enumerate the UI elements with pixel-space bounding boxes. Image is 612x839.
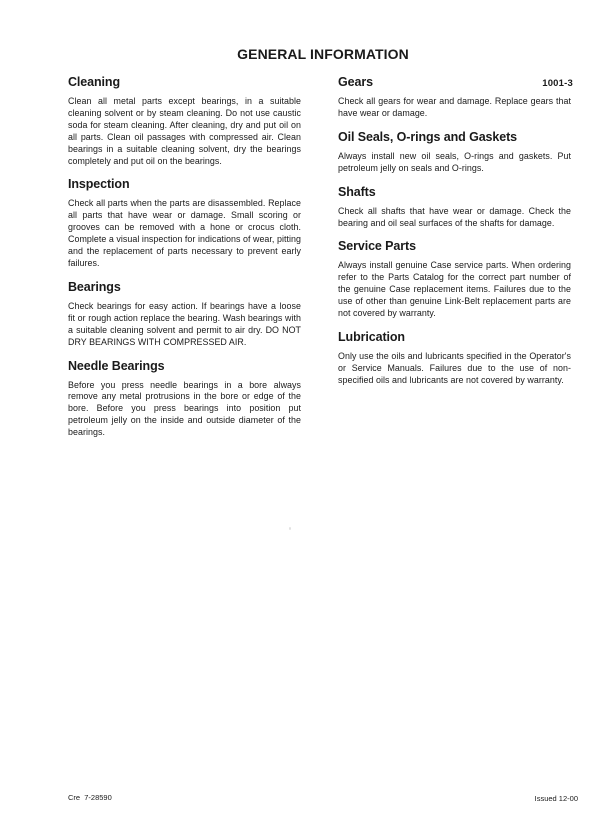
section-body-inspection: Check all parts when the parts are disassembled. Replace all parts that have wear or damage. Small scoring or grooves can be removed with a hone or crocus cloth. Complete a visual inspection for indications of wear, pitting and the replacement of parts necessary to prevent early failures. [68,198,301,268]
section-heading-service-parts: Service Parts [338,239,416,254]
footer-issued-date: Issued 12-00 [534,794,578,803]
section-heading-oil-seals: Oil Seals, O-rings and Gaskets [338,129,518,144]
section-body-shafts: Check all shafts that have wear or damage. Check the bearing and oil seal surfaces of the shafts for damage. [338,205,571,228]
section-gears [338,75,571,120]
section-body-lubrication: Only use the oils and lubricants specified in the Operator's or Service Manuals. Failures due to the use of non-specified oils and lubricants are not covered by warranty. [338,350,571,385]
manual-page [0,47,612,839]
two-column-layout [68,75,612,449]
right-column [338,75,571,449]
section-service-parts [338,239,571,320]
section-body-needle-bearings: Before you press needle bearings in a bore always remove any metal protrusions in the bore or edge of the bore. Before you press bearings into position put petroleum jelly on the inside and outside diameter of the bearings. [68,379,301,438]
scan-artifact-dot [289,527,291,530]
section-body-oil-seals: Always install new oil seals, O-rings and gaskets. Put petroleum jelly on seals and O-rings. [338,150,571,173]
section-oil-seals [338,130,571,175]
section-heading-lubrication: Lubrication [338,329,405,344]
section-heading-needle-bearings: Needle Bearings [68,358,165,373]
section-body-gears: Check all gears for wear and damage. Replace gears that have wear or damage. [338,96,571,118]
section-heading-cleaning: Cleaning [68,75,120,89]
section-heading-bearings: Bearings [68,279,121,294]
page-number: 1001-3 [542,78,573,89]
section-bearings [68,280,301,349]
section-shafts [338,185,571,230]
section-heading-inspection: Inspection [68,177,130,192]
section-lubrication [338,330,571,387]
footer-form-number: Cre 7-28590 [68,793,112,802]
section-cleaning [68,75,301,167]
left-column [68,75,301,449]
section-needle-bearings [68,359,301,440]
section-heading-gears: Gears [338,75,373,89]
section-body-cleaning: Clean all metal parts except bearings, in a suitable cleaning solvent or by steam cleaning. Do not use caustic soda for steam cleaning. After cleaning, dry and put oil on all parts. Clean oil passages with compressed air. Clean bearings in a suitable cleaning solvent, dry the bearings completely and put oil on the bearings. [68,96,301,166]
section-inspection [68,177,301,269]
section-body-bearings: Check bearings for easy action. If bearings have a loose fit or rough action replace the bearing. Wash bearings with a suitable cleaning solvent and permit to air dry. DO NOT DRY BEARINGS WITH COMPRESSED AIR. [68,300,301,347]
section-body-service-parts: Always install genuine Case service parts. When ordering refer to the Parts Catalog for the correct part number of the genuine Case replacement items. Failures due to the use of other than genuine Link-Belt replacement parts are not covered by warranty. [338,260,571,319]
section-heading-shafts: Shafts [338,184,376,199]
page-title: GENERAL INFORMATION [237,46,409,62]
